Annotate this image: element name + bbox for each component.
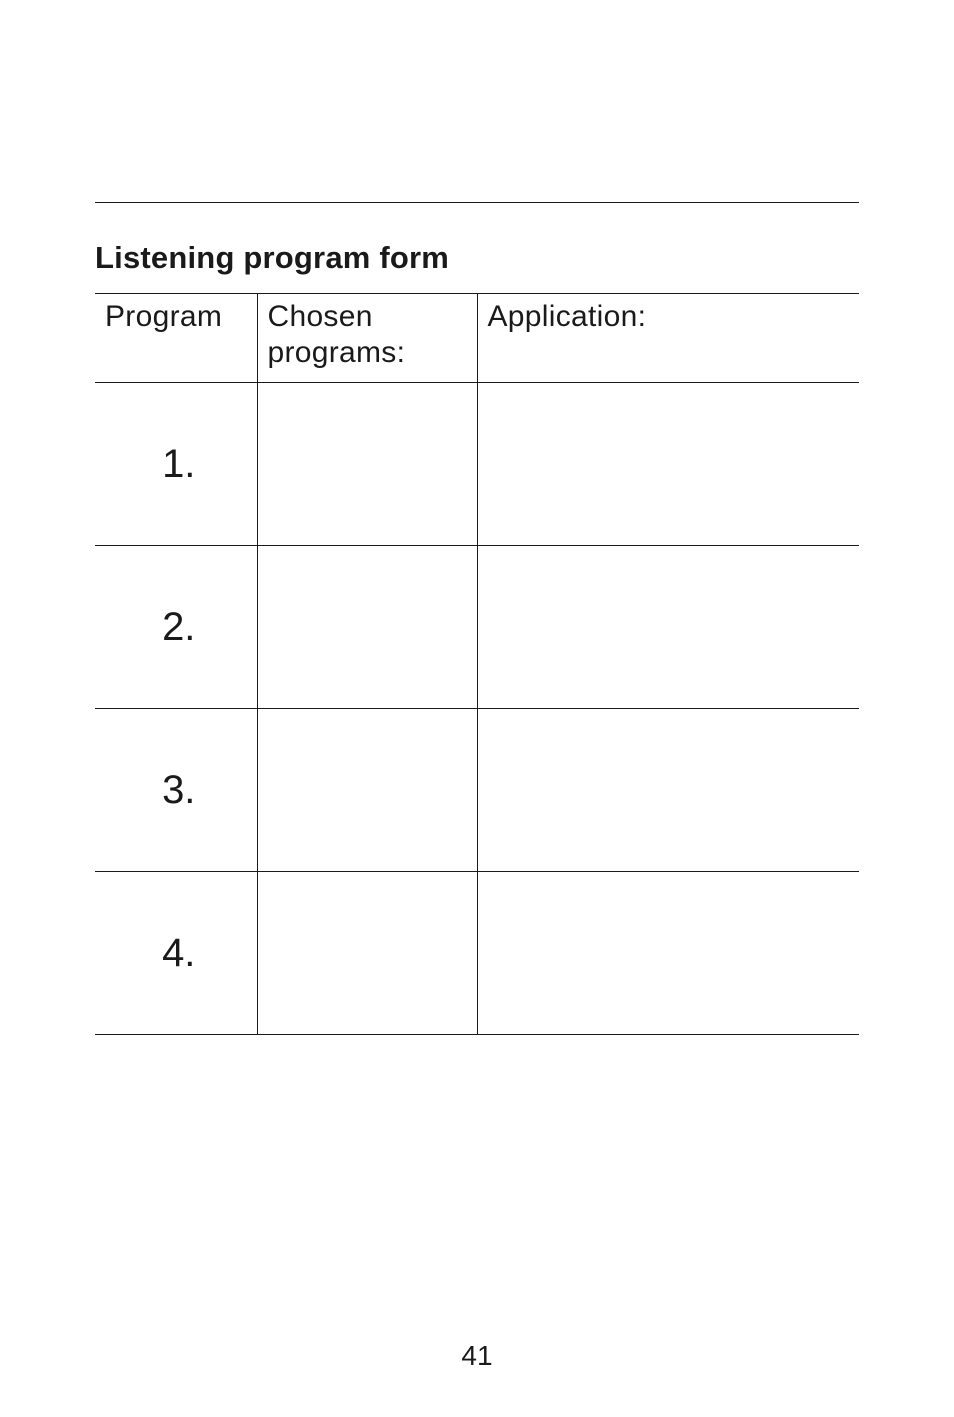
header-application (477, 294, 859, 383)
header-chosen-label-line2: programs: (267, 336, 406, 369)
form-title: Listening program form (95, 240, 450, 275)
program-number-cell: 1. (95, 383, 257, 546)
chosen-program-cell[interactable] (257, 546, 477, 709)
program-number-cell: 4. (95, 872, 257, 1035)
table-header-row (95, 294, 859, 383)
application-cell[interactable] (477, 709, 859, 872)
table-row (95, 709, 859, 872)
listening-program-table (95, 293, 859, 1035)
header-program-label: Program (105, 300, 223, 333)
top-divider (95, 202, 859, 203)
table-row (95, 546, 859, 709)
application-cell[interactable] (477, 546, 859, 709)
program-number-cell: 2. (95, 546, 257, 709)
application-cell[interactable] (477, 383, 859, 546)
header-chosen-label-line1: Chosen (267, 300, 373, 333)
application-cell[interactable] (477, 872, 859, 1035)
header-application-label: Application: (487, 300, 647, 333)
table-row (95, 383, 859, 546)
table-row (95, 872, 859, 1035)
chosen-program-cell[interactable] (257, 383, 477, 546)
header-program (95, 294, 257, 383)
program-number-cell: 3. (95, 709, 257, 872)
chosen-program-cell[interactable] (257, 872, 477, 1035)
page-number: 41 (461, 1340, 493, 1371)
header-chosen-programs (257, 294, 477, 383)
chosen-program-cell[interactable] (257, 709, 477, 872)
